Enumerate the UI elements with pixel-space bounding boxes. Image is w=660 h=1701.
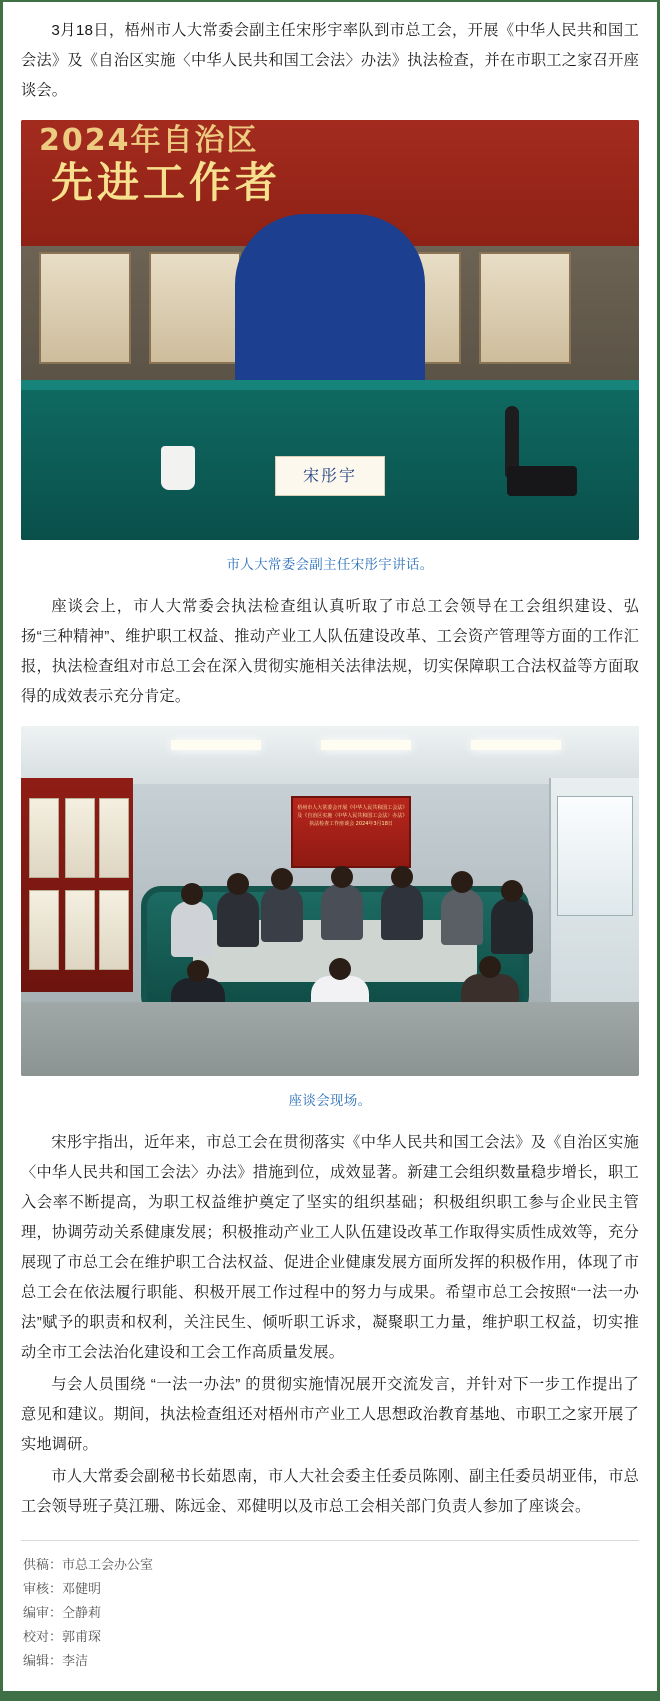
floor: [21, 1002, 639, 1076]
poster: [99, 798, 129, 878]
figure-speaker: [21, 120, 639, 580]
attendee: [217, 891, 259, 947]
paragraph-1: 3月18日，梧州市人大常委会副主任宋彤宇率队到市总工会，开展《中华人民共和国工会法》及《自治区实施〈中华人民共和国工会法〉办法》执法检查，并在市职工之家召开座谈会。: [21, 22, 639, 99]
meta-editor-in-charge: 编审：仝静莉: [23, 1605, 102, 1620]
paragraph-4: 与会人员围绕 “一法一办法” 的贯彻实施情况展开交流发言，并针对下一步工作提出了意见和建议。期间，执法检查组还对梧州市产业工人思想政治教育基地、市职工之家开展了实地调研。: [21, 1376, 639, 1453]
paragraph-3: 宋彤宇指出，近年来，市总工会在贯彻落实《中华人民共和国工会法》及《自治区实施〈中华人民共和国工会法〉办法》措施到位，成效显著。新建工会组织数量稳步增长，职工入会率不断提高，为职工权益维护奠定了坚实的组织基础；积极组织职工参与企业民主管理，协调劳动关系健康发展；积极推动产业工人队伍建设改革工作取得实质性成效等，充分展现了市总工会在维护职工合法权益、促进企业健康发展方面所发挥的积极作用，体现了市总工会在依法履行职能、积极开展工作过程中的努力与成果。希望市总工会按照“一法一办法”赋予的职责和权利，关注民生、倾听职工诉求，凝聚职工力量，维护职工权益，切实推动全市工会法治化建设和工会工作高质量发展。: [21, 1134, 639, 1361]
attendee: [171, 901, 213, 957]
meta-contributor: 供稿：市总工会办公室: [23, 1557, 154, 1572]
meta-editor: 编辑：李洁: [23, 1653, 89, 1668]
photo-meeting: [21, 726, 639, 1076]
attendee: [441, 889, 483, 945]
information-board: [557, 796, 633, 916]
ceiling-light: [171, 740, 261, 750]
attendee: [261, 886, 303, 942]
poster: [29, 890, 59, 970]
article-meta: [21, 1540, 639, 1691]
meeting-screen-text: 梧州市人大常委会开展《中华人民共和国工会法》及《自治区实施〈中华人民共和国工会法〉办法》执法检查工作座谈会 2024年3月18日: [291, 796, 411, 868]
attendee: [491, 898, 533, 954]
attendee: [381, 884, 423, 940]
banner-line-2: 先进工作者: [51, 158, 282, 207]
poster: [65, 798, 95, 878]
page-bottom-border: [0, 1691, 660, 1701]
cup: [161, 446, 195, 490]
meta-reviewer: 审核：邓健明: [23, 1581, 102, 1596]
photo-meeting-caption: 座谈会现场。: [288, 1093, 372, 1108]
figure-meeting: [21, 726, 639, 1116]
paragraph-2: 座谈会上，市人大常委会执法检查组认真听取了市总工会领导在工会组织建设、弘扬“三种精神”、维护职工权益、推动产业工人队伍建设改革、工会资产管理等方面的工作汇报，执法检查组对市总工会在深入贯彻实施相关法律法规，切实保障职工合法权益等方面取得的成效表示充分肯定。: [21, 598, 639, 705]
poster: [99, 890, 129, 970]
poster: [29, 798, 59, 878]
meta-proofreader: 校对：郭甫琛: [23, 1629, 102, 1644]
wall-panel: [39, 252, 131, 364]
banner-line-1: 2024年自治区: [39, 123, 259, 158]
poster: [65, 890, 95, 970]
ceiling-light: [321, 740, 411, 750]
left-wall-display: [21, 778, 133, 992]
wall-panel: [479, 252, 571, 364]
attendee: [321, 884, 363, 940]
wall-panel: [149, 252, 241, 364]
photo-speaker-caption: 市人大常委会副主任宋彤宇讲话。: [226, 557, 434, 572]
nameplate: 宋彤宇: [275, 456, 385, 496]
ceiling: [21, 726, 639, 784]
paragraph-5: 市人大常委会副秘书长茹恩南，市人大社会委主任委员陈刚、副主任委员胡亚伟，市总工会领导班子莫江珊、陈远金、邓健明以及市总工会相关部门负责人参加了座谈会。: [21, 1468, 639, 1515]
article-body: [21, 16, 639, 1522]
photo-speaker: [21, 120, 639, 540]
device: [507, 466, 577, 496]
ceiling-light: [471, 740, 561, 750]
